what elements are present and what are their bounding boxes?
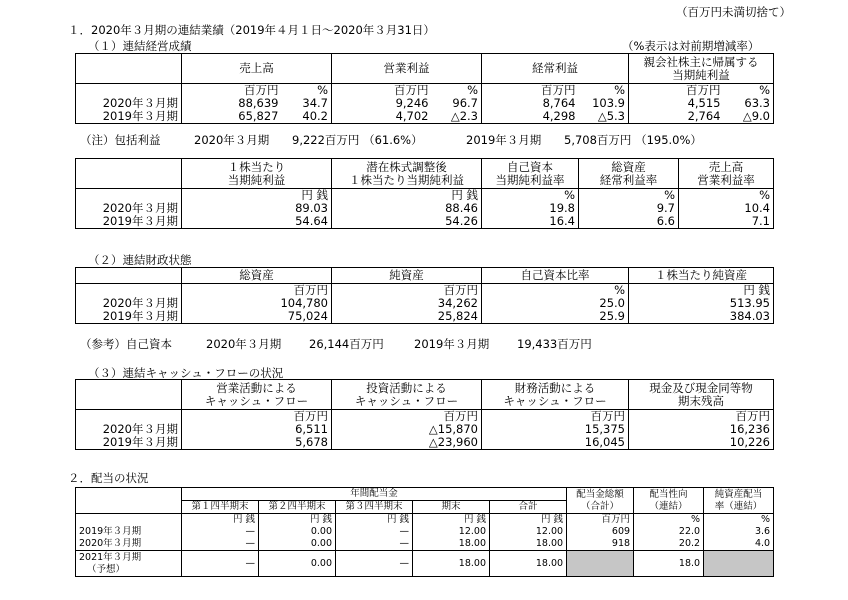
value-cell: 103.9 — [592, 97, 625, 110]
footnote-period-1: 2020年３月期 — [194, 133, 270, 147]
header-roa: 総資産 経常利益率 — [579, 159, 679, 189]
row-label: 2020年３月期 — [76, 538, 182, 551]
header-payout-ratio: 配当性向 （連結） — [634, 488, 704, 514]
row-label: 2019年３月期 — [76, 110, 182, 124]
unit-cell: 百万円 — [332, 84, 432, 98]
value-cell: △5.3 — [579, 110, 629, 124]
value-cell: 0.00 — [259, 551, 336, 577]
unit-cell: 百万円 — [482, 84, 579, 98]
table-row — [76, 202, 774, 215]
financial-position-table — [75, 267, 774, 324]
value-cell: 16,236 — [629, 423, 774, 436]
header-dividend-on-equity: 純資産配当 率（連結） — [704, 488, 774, 514]
row-label: 2020年３月期 — [76, 202, 182, 215]
row-label: 2020年３月期 — [76, 423, 182, 436]
value-cell: 12.00 — [490, 526, 567, 538]
value-cell: 4,702 — [332, 110, 432, 124]
value-cell: △9.0 — [724, 110, 774, 124]
value-cell: 4,298 — [482, 110, 579, 124]
value-cell: 609 — [567, 526, 634, 538]
table-row — [76, 110, 774, 124]
header-investing-cf: 投資活動による キャッシュ・フロー — [332, 380, 482, 410]
value-cell: 9,246 — [332, 97, 432, 110]
header-annual-dividend: 年間配当金 — [182, 488, 567, 501]
unit-cell: 百万円 — [182, 410, 332, 424]
table-row — [76, 215, 774, 229]
value-cell: 54.26 — [332, 215, 482, 229]
unit-cell: % — [634, 514, 704, 527]
unit-cell: 円 銭 — [490, 514, 567, 527]
value-cell: 89.03 — [182, 202, 332, 215]
value-cell: 54.64 — [182, 215, 332, 229]
row-label: 2019年３月期 — [76, 436, 182, 450]
header-net-income: 親会社株主に帰属する 当期純利益 — [629, 54, 774, 84]
value-cell: 19.8 — [482, 202, 579, 215]
value-cell: 5,678 — [182, 436, 332, 450]
unit-cell: 百万円 — [629, 410, 774, 424]
footnote-value-1: 9,222百万円 （61.6%） — [292, 133, 423, 147]
table-row — [76, 310, 774, 324]
value-cell: — — [336, 526, 413, 538]
value-cell: 2,764 — [629, 110, 724, 124]
value-cell: 65,827 — [182, 110, 282, 124]
reference-value-2: 19,433百万円 — [517, 337, 592, 351]
header-q3: 第３四半期末 — [336, 501, 413, 514]
value-cell: 10.4 — [679, 202, 774, 215]
row-label: 2019年３月期 — [76, 310, 182, 324]
header-q1: 第１四半期末 — [182, 501, 259, 514]
row-label: 2020年３月期 — [76, 97, 182, 110]
header-cash-balance: 現金及び現金同等物 期末残高 — [629, 380, 774, 410]
value-cell: 6,511 — [182, 423, 332, 436]
forecast-row — [76, 551, 774, 577]
value-cell: 4,515 — [629, 97, 724, 110]
header-year-end: 期末 — [413, 501, 490, 514]
unit-cell: % — [579, 189, 679, 203]
section-title-operating-results: （１）連結経営成績 — [88, 39, 192, 53]
value-cell: — — [182, 538, 259, 551]
unit-cell: % — [317, 83, 328, 97]
value-cell: 15,375 — [482, 423, 629, 436]
reference-period-1: 2020年３月期 — [206, 337, 282, 351]
header-total: 合計 — [490, 501, 567, 514]
reference-value-1: 26,144百万円 — [309, 337, 384, 351]
value-cell: 0.00 — [259, 526, 336, 538]
unit-cell: 円 銭 — [413, 514, 490, 527]
row-label: 2021年３月期 （予想） — [76, 551, 182, 577]
header-total-dividends: 配当金総額 （合計） — [567, 488, 634, 514]
header-q2: 第２四半期末 — [259, 501, 336, 514]
value-cell: 25.9 — [482, 310, 629, 324]
heading-dividends: ２．配当の状況 — [68, 471, 149, 485]
header-financing-cf: 財務活動による キャッシュ・フロー — [482, 380, 629, 410]
unit-note: （百万円未満切捨て） — [676, 5, 791, 19]
value-cell: 18.0 — [634, 551, 704, 577]
reference-period-2: 2019年３月期 — [414, 337, 490, 351]
value-cell: 513.95 — [629, 297, 774, 310]
footnote-label: （注）包括利益 — [80, 133, 161, 147]
shaded-cell — [704, 551, 774, 577]
unit-cell: 円 銭 — [259, 514, 336, 527]
unit-cell: % — [724, 84, 774, 98]
table-row — [76, 436, 774, 450]
unit-cell: 円 銭 — [182, 514, 259, 527]
unit-cell: % — [482, 284, 629, 298]
value-cell: 16,045 — [482, 436, 629, 450]
value-cell: 9.7 — [579, 202, 679, 215]
value-cell: 18.00 — [490, 538, 567, 551]
value-cell: — — [336, 538, 413, 551]
unit-cell: % — [482, 189, 579, 203]
header-net-assets: 純資産 — [332, 268, 482, 284]
corner-cell — [76, 54, 182, 84]
footnote-period-2: 2019年３月期 — [466, 133, 542, 147]
value-cell: 7.1 — [679, 215, 774, 229]
row-label: 2019年３月期 — [76, 526, 182, 538]
heading-results: １．2020年３月期の連結業績（2019年４月１日～2020年３月31日） — [68, 23, 435, 37]
unit-cell: 百万円 — [182, 284, 332, 298]
table-row — [76, 526, 774, 538]
table-row — [76, 97, 774, 110]
value-cell: — — [182, 526, 259, 538]
value-cell: △15,870 — [332, 423, 482, 436]
shaded-cell — [567, 551, 634, 577]
header-ordinary-income: 経常利益 — [482, 54, 629, 84]
header-bps: １株当たり純資産 — [629, 268, 774, 284]
value-cell: 40.2 — [282, 110, 332, 124]
value-cell: 96.7 — [452, 97, 478, 110]
header-equity-ratio: 自己資本比率 — [482, 268, 629, 284]
value-cell: △2.3 — [432, 110, 482, 124]
cash-flow-table — [75, 379, 774, 450]
header-sales: 売上高 — [182, 54, 332, 84]
unit-cell: 百万円 — [332, 284, 482, 298]
unit-cell: % — [467, 83, 478, 97]
row-label: 2020年３月期 — [76, 297, 182, 310]
value-cell: 4.0 — [704, 538, 774, 551]
header-operating-cf: 営業活動による キャッシュ・フロー — [182, 380, 332, 410]
value-cell: 34.7 — [302, 97, 328, 110]
row-label: 2019年３月期 — [76, 215, 182, 229]
value-cell: 18.00 — [490, 551, 567, 577]
value-cell: 20.2 — [634, 538, 704, 551]
per-share-table — [75, 158, 774, 229]
percent-note: （%表示は対前期増減率） — [622, 39, 760, 53]
header-operating-income: 営業利益 — [332, 54, 482, 84]
value-cell: 88.46 — [332, 202, 482, 215]
table-row — [76, 297, 774, 310]
value-cell: 18.00 — [413, 538, 490, 551]
header-operating-margin: 売上高 営業利益率 — [679, 159, 774, 189]
unit-cell: 百万円 — [567, 514, 634, 527]
value-cell: 18.00 — [413, 551, 490, 577]
table-row — [76, 538, 774, 551]
value-cell: 16.4 — [482, 215, 579, 229]
value-cell: 104,780 — [182, 297, 332, 310]
header-roe: 自己資本 当期純利益率 — [482, 159, 579, 189]
value-cell: 3.6 — [704, 526, 774, 538]
section-title-cash-flows: （３）連結キャッシュ・フローの状況 — [88, 366, 284, 380]
value-cell: 22.0 — [634, 526, 704, 538]
unit-cell: % — [614, 83, 625, 97]
unit-cell: 円 銭 — [332, 189, 482, 203]
unit-cell: 百万円 — [332, 410, 482, 424]
value-cell: 75,024 — [182, 310, 332, 324]
unit-cell: % — [679, 189, 774, 203]
header-total-assets: 総資産 — [182, 268, 332, 284]
value-cell: 6.6 — [579, 215, 679, 229]
dividend-table — [75, 487, 774, 577]
section-title-financial-position: （２）連結財政状態 — [88, 253, 192, 267]
value-cell: 88,639 — [182, 97, 282, 110]
value-cell: 384.03 — [629, 310, 774, 324]
value-cell: — — [336, 551, 413, 577]
value-cell: 10,226 — [629, 436, 774, 450]
value-cell: 25,824 — [332, 310, 482, 324]
unit-cell: 円 銭 — [336, 514, 413, 527]
value-cell: — — [182, 551, 259, 577]
value-cell: 918 — [567, 538, 634, 551]
unit-cell: 円 銭 — [629, 284, 774, 298]
value-cell: △23,960 — [332, 436, 482, 450]
header-diluted-eps: 潜在株式調整後 １株当たり当期純利益 — [332, 159, 482, 189]
reference-label: （参考）自己資本 — [80, 337, 172, 351]
unit-cell: 百万円 — [482, 410, 629, 424]
unit-cell: 百万円 — [629, 84, 724, 98]
unit-cell: 百万円 — [182, 84, 282, 98]
value-cell: 8,764 — [482, 97, 579, 110]
value-cell: 34,262 — [332, 297, 482, 310]
value-cell: 12.00 — [413, 526, 490, 538]
operating-results-table — [75, 53, 774, 124]
value-cell: 25.0 — [482, 297, 629, 310]
value-cell: 0.00 — [259, 538, 336, 551]
footnote-value-2: 5,708百万円 （195.0%） — [564, 133, 702, 147]
unit-cell: 円 銭 — [182, 189, 332, 203]
value-cell: 63.3 — [724, 97, 774, 110]
table-row — [76, 423, 774, 436]
unit-cell: % — [704, 514, 774, 527]
header-eps: １株当たり 当期純利益 — [182, 159, 332, 189]
